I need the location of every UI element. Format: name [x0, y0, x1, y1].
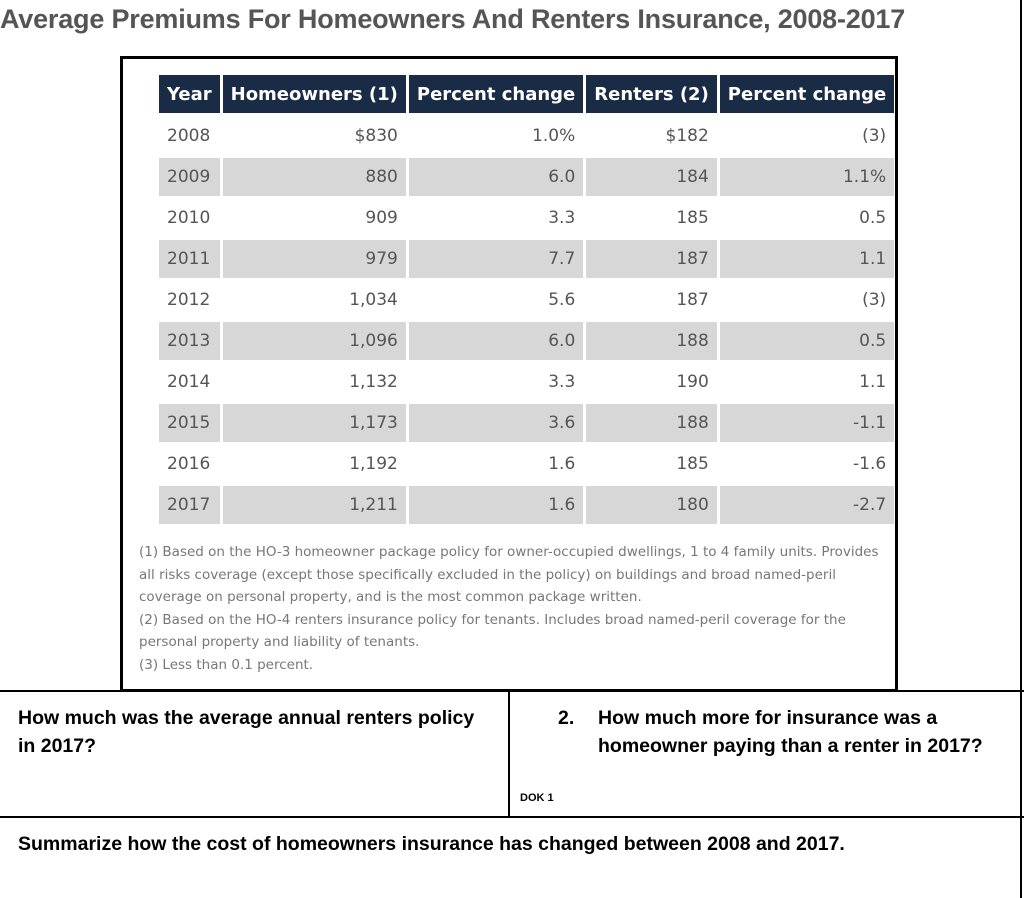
header-renters-percent-change: Percent change	[720, 75, 894, 117]
cell-homeowners: 909	[223, 199, 406, 240]
cell-homeowners: 1,034	[223, 281, 406, 322]
cell-homeowners-change: 5.6	[409, 281, 583, 322]
cell-renters-change: -1.6	[720, 445, 894, 486]
table-row	[159, 117, 894, 158]
footnote-2: (2) Based on the HO-4 renters insurance policy for tenants. Includes broad named-peril coverage for the personal property and liability of tenants.	[139, 611, 846, 650]
cell-renters-change: 1.1	[720, 363, 894, 404]
question-grid-top-line	[0, 690, 1024, 692]
cell-year: 2008	[159, 117, 220, 158]
question-2: How much more for insurance was a homeowner paying than a renter in 2017?	[598, 707, 983, 757]
cell-homeowners: 1,132	[223, 363, 406, 404]
cell-renters: 185	[586, 445, 717, 486]
cell-homeowners-change: 7.7	[409, 240, 583, 281]
question-1: How much was the average annual renters policy in 2017?	[18, 707, 475, 757]
table-row	[159, 322, 894, 363]
cell-year: 2010	[159, 199, 220, 240]
cell-year: 2009	[159, 158, 220, 199]
cell-renters: 184	[586, 158, 717, 199]
cell-renters: 187	[586, 240, 717, 281]
page-title: Average Premiums For Homeowners And Renters Insurance, 2008-2017	[0, 4, 906, 34]
cell-year: 2011	[159, 240, 220, 281]
cell-homeowners: 1,211	[223, 486, 406, 527]
cell-renters: 187	[586, 281, 717, 322]
right-border	[1020, 0, 1022, 898]
table-row	[159, 404, 894, 445]
cell-renters-change: -1.1	[720, 404, 894, 445]
table-row	[159, 445, 894, 486]
table-row	[159, 199, 894, 240]
cell-homeowners: $830	[223, 117, 406, 158]
cell-homeowners-change: 6.0	[409, 158, 583, 199]
table-header-row	[159, 75, 894, 117]
dok-label: DOK 1	[520, 792, 554, 804]
footnote-1: (1) Based on the HO-3 homeowner package policy for owner-occupied dwellings, 1 to 4 family units. Provides all risks coverage (except those specifically excluded in the policy) on buildings and broad named-peril coverage on personal property, and is the most common package written.	[139, 544, 879, 605]
cell-renters-change: (3)	[720, 281, 894, 322]
table-row	[159, 240, 894, 281]
cell-homeowners: 979	[223, 240, 406, 281]
cell-renters-change: -2.7	[720, 486, 894, 527]
cell-renters: 188	[586, 322, 717, 363]
cell-renters: $182	[586, 117, 717, 158]
premiums-table	[156, 75, 897, 527]
cell-homeowners-change: 1.0%	[409, 117, 583, 158]
cell-renters-change: 0.5	[720, 322, 894, 363]
table-row	[159, 486, 894, 527]
table-row	[159, 158, 894, 199]
header-renters: Renters (2)	[586, 75, 717, 117]
table-row	[159, 363, 894, 404]
cell-renters: 190	[586, 363, 717, 404]
question-3: Summarize how the cost of homeowners insurance has changed between 2008 and 2017.	[18, 833, 845, 855]
cell-year: 2015	[159, 404, 220, 445]
table-frame	[120, 56, 898, 692]
cell-year: 2016	[159, 445, 220, 486]
cell-homeowners: 880	[223, 158, 406, 199]
cell-year: 2017	[159, 486, 220, 527]
cell-homeowners-change: 3.3	[409, 199, 583, 240]
cell-renters-change: (3)	[720, 117, 894, 158]
cell-year: 2013	[159, 322, 220, 363]
cell-renters-change: 1.1%	[720, 158, 894, 199]
cell-homeowners: 1,173	[223, 404, 406, 445]
header-homeowners-percent-change: Percent change	[409, 75, 583, 117]
footnote-3: (3) Less than 0.1 percent.	[139, 656, 314, 673]
header-homeowners: Homeowners (1)	[223, 75, 406, 117]
cell-renters-change: 1.1	[720, 240, 894, 281]
cell-homeowners: 1,096	[223, 322, 406, 363]
table-row	[159, 281, 894, 322]
question-2-number: 2.	[558, 707, 575, 729]
cell-renters: 188	[586, 404, 717, 445]
cell-homeowners-change: 3.6	[409, 404, 583, 445]
cell-year: 2014	[159, 363, 220, 404]
cell-renters: 185	[586, 199, 717, 240]
cell-homeowners-change: 1.6	[409, 486, 583, 527]
cell-homeowners-change: 6.0	[409, 322, 583, 363]
cell-homeowners-change: 3.3	[409, 363, 583, 404]
cell-homeowners-change: 1.6	[409, 445, 583, 486]
cell-renters: 180	[586, 486, 717, 527]
cell-renters-change: 0.5	[720, 199, 894, 240]
cell-homeowners: 1,192	[223, 445, 406, 486]
header-year: Year	[159, 75, 220, 117]
question-grid-middle-line	[0, 816, 1024, 818]
footnotes	[139, 541, 879, 676]
cell-year: 2012	[159, 281, 220, 322]
question-grid-divider	[508, 690, 510, 818]
